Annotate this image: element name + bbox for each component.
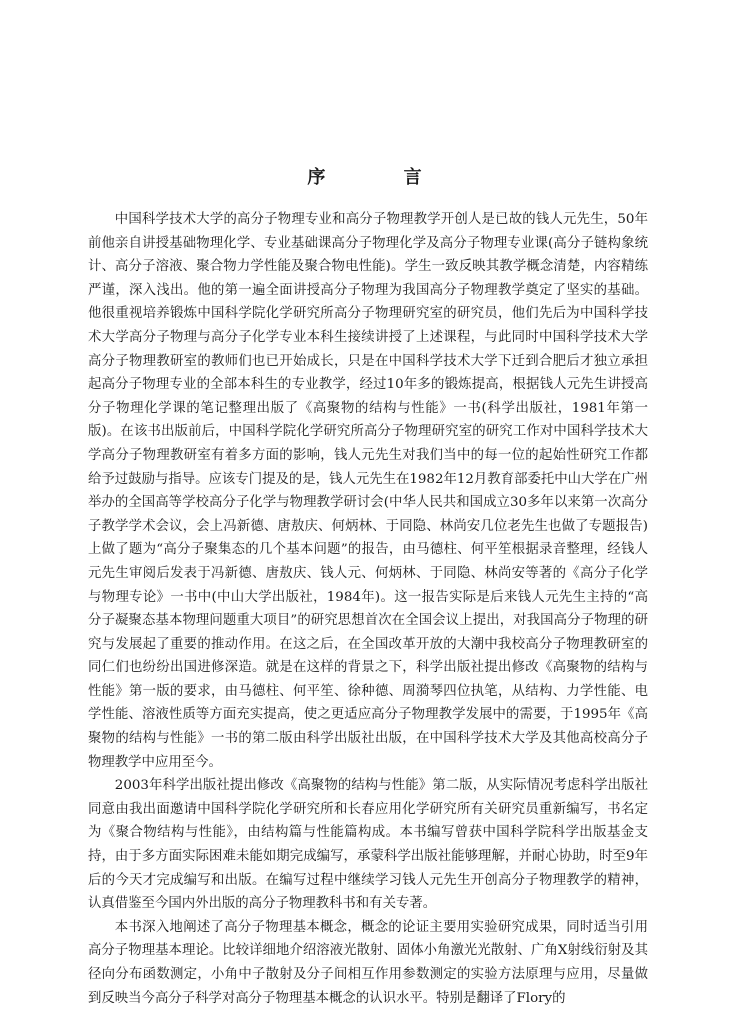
- preface-title: 序 言: [307, 167, 458, 188]
- preface-body: [88, 208, 648, 1010]
- paragraph-1: 中国科学技术大学的高分子物理专业和高分子物理教学开创人是已故的钱人元先生，50年前他亲自讲授基础物理化学、专业基础课高分子物理化学及高分子物理专业课(高分子链构象统计、高分子溶液、聚合物力学性能及聚合物电性能)。学生一致反映其教学概念清楚，内容精练严谨，深入浅出。他的第一遍全面讲授高分子物理为我国高分子物理教学奠定了坚实的基础。他很重视培养锻炼中国科学院化学研究所高分子物理研究室的研究员，他们先后为中国科学技术大学高分子物理与高分子化学专业本科生接续讲授了上述课程，与此同时中国科学技术大学高分子物理教研室的教师们也已开始成长，只是在中国科学技术大学下迁到合肥后才独立承担起高分子物理专业的全部本科生的专业教学，经过10年多的锻炼提高，根据钱人元先生讲授高分子物理化学课的笔记整理出版了《高聚物的结构与性能》一书(科学出版社，1981年第一版)。在该书出版前后，中国科学院化学研究所高分子物理研究室的研究工作对中国科学技术大学高分子物理教研室有着多方面的影响，钱人元先生对我们当中的每一位的起始性研究工作都给予过鼓励与指导。应该专门提及的是，钱人元先生在1982年12月教育部委托中山大学在广州举办的全国高等学校高分子化学与物理教学研讨会(中华人民共和国成立30多年以来第一次高分子教学学术会议，会上冯新德、唐敖庆、何炳林、于同隐、林尚安几位老先生也做了专题报告)上做了题为“高分子聚集态的几个基本问题”的报告，由马德柱、何平笙根据录音整理，经钱人元先生审阅后发表于冯新德、唐敖庆、钱人元、何炳林、于同隐、林尚安等著的《高分子化学与物理专论》一书中(中山大学出版社，1984年)。这一报告实际是后来钱人元先生主持的“高分子凝聚态基本物理问题重大项目”的研究思想首次在全国会议上提出，对我国高分子物理的研究与发展起了重要的推动作用。在这之后，在全国改革开放的大潮中我校高分子物理教研室的同仁们也纷纷出国进修深造。就是在这样的背景之下，科学出版社提出修改《高聚物的结构与性能》第一版的要求，由马德柱、何平笙、徐种德、周漪琴四位执笔，从结构、力学性能、电学性能、溶液性质等方面充实提高，使之更适应高分子物理教学发展中的需要，于1995年《高聚物的结构与性能》一书的第二版由科学出版社出版，在中国科学技术大学及其他高校高分子物理教学中应用至今。: [88, 212, 648, 770]
- paragraph-3: 本书深入地阐述了高分子物理基本概念，概念的论证主要用实验研究成果，同时适当引用高分子物理基本理论。比较详细地介绍溶液光散射、固体小角激光光散射、广角X射线衍射及其径向分布函数测定，小角中子散射及分子间相互作用参数测定的实验方法原理与应用，尽量做到反映当今高分子科学对高分子物理基本概念的认识水平。特别是翻译了Flory的: [88, 919, 648, 1006]
- paragraph-2: 2003年科学出版社提出修改《高聚物的结构与性能》第二版，从实际情况考虑科学出版社同意由我出面邀请中国科学院化学研究所和长春应用化学研究所有关研究员重新编写，书名定为《聚合物结构与性能》，由结构篇与性能篇构成。本书编写曾获中国科学院科学出版基金支持，由于多方面实际困难未能如期完成编写，承蒙科学出版社能够理解，并耐心协助，时至9年后的今天才完成编写和出版。在编写过程中继续学习钱人元先生开创高分子物理教学的精神，认真借鉴至今国内外出版的高分子物理教科书和有关专著。: [88, 778, 648, 912]
